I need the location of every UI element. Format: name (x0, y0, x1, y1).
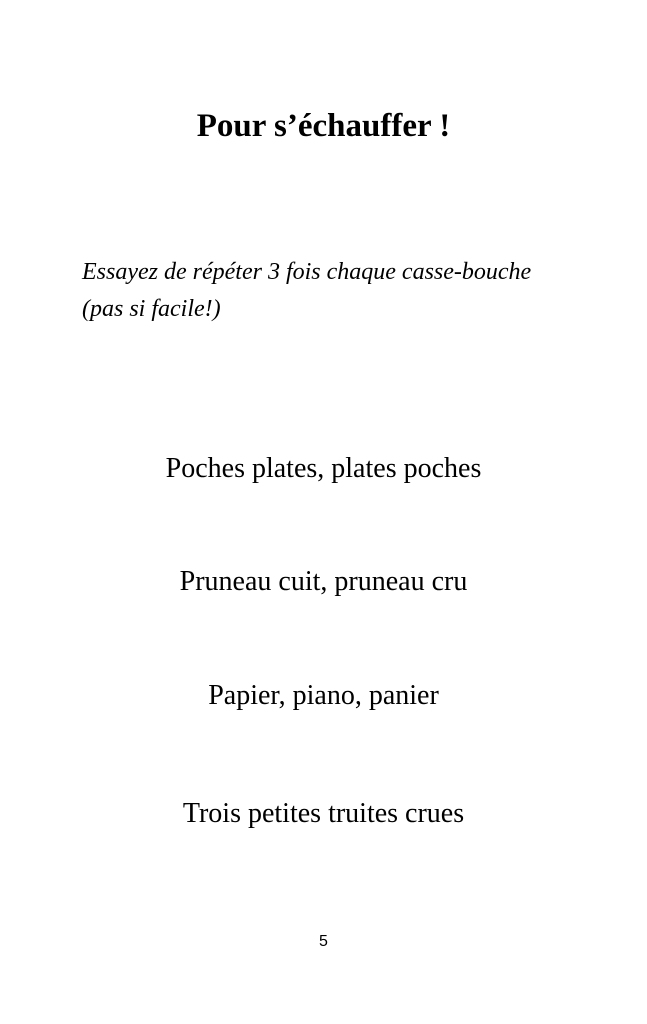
tongue-twister-1: Poches plates, plates poches (165, 453, 482, 484)
page-number: 5 (319, 933, 328, 950)
tongue-twister-2: Pruneau cuit, pruneau cru (179, 566, 468, 597)
instructions-text: Essayez de répéter 3 fois chaque casse-bouche (pas si facile!) (82, 259, 532, 322)
page-title: Pour s’échauffer ! (196, 108, 451, 144)
tongue-twister-4: Trois petites truites crues (182, 798, 465, 829)
tongue-twister-3: Papier, piano, panier (208, 680, 439, 711)
